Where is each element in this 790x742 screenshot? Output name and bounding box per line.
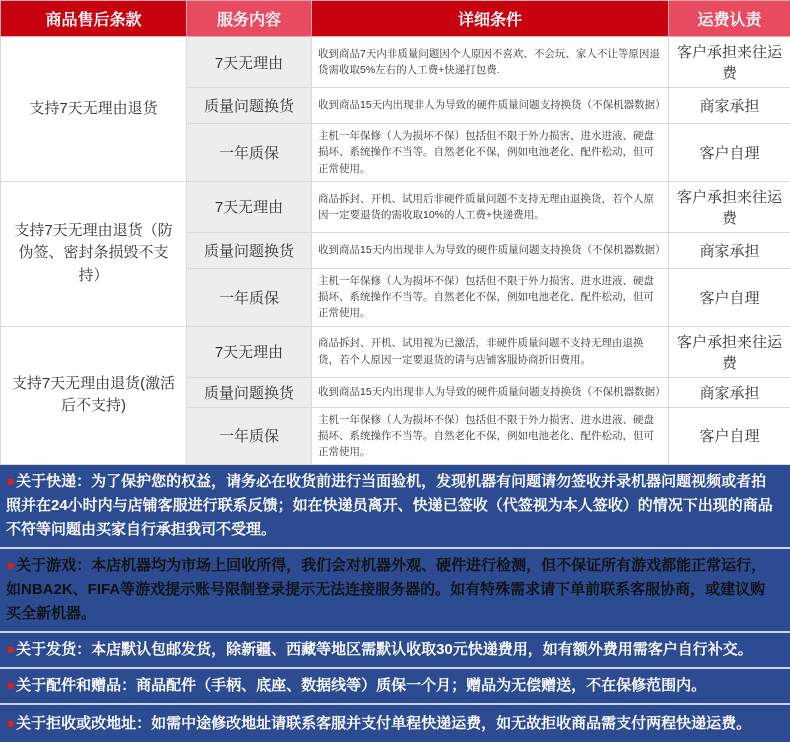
notice-text bbox=[6, 638, 753, 662]
notice-title: 关于游戏： bbox=[16, 557, 91, 574]
freight-cell: 客户自理 bbox=[669, 124, 790, 182]
freight-cell: 商家承担 bbox=[669, 377, 790, 407]
notice-title: 关于拒收或改地址： bbox=[16, 715, 151, 732]
detail-cell: 主机一年保修（人为损坏不保）包括但不限于外力损害、进水进液、硬盘损坏、系统操作不当等。自然老化不保，例如电池老化、配件松动，但可正常使用。 bbox=[312, 124, 669, 182]
detail-cell: 商品拆封、开机、试用后非硬件质量问题不支持无理由退换货，若个人原因一定要退货的需收取10%的人工费+快递费用。 bbox=[312, 181, 669, 232]
notice-text bbox=[6, 674, 706, 698]
bullet-icon: ● bbox=[6, 641, 15, 658]
detail-cell: 收到商品15天内出现非人为导致的硬件质量问题支持换货（不保机器数据） bbox=[312, 232, 669, 268]
notice-title: 关于快递： bbox=[16, 473, 91, 490]
notice-body: 本店机器均为市场上回收所得，我们会对机器外观、硬件进行检测，但不保证所有游戏都能正常运行，如NBA2K、FIFA等游戏提示账号限制登录提示无法连接服务器的。如有特殊需求请下单前联系客服协商，或建议购买全新机器。 bbox=[6, 557, 766, 622]
freight-cell: 商家承担 bbox=[669, 232, 790, 268]
bullet-icon: ● bbox=[6, 715, 15, 732]
bullet-icon: ● bbox=[6, 473, 15, 490]
notice-text bbox=[6, 712, 751, 736]
header-freight: 运费认责 bbox=[669, 1, 790, 37]
service-cell: 一年质保 bbox=[187, 268, 312, 326]
service-cell: 7天无理由 bbox=[187, 326, 312, 377]
policy-cell-group1: 支持7天无理由退货 bbox=[1, 37, 187, 182]
notice-accessories bbox=[0, 667, 790, 703]
header-policy: 商品售后条款 bbox=[1, 1, 187, 37]
freight-cell: 客户承担来往运费 bbox=[669, 181, 790, 232]
notice-shipping-inspection bbox=[0, 465, 790, 547]
notice-body: 为了保护您的权益，请务必在收货前进行当面验机，发现机器有问题请勿签收并录机器问题视频或者拍照并在24小时内与店铺客服进行联系反馈；如在快递员离开、快递已签收（代签视为本人签收）的情况下出现的商品不符等问题由买家自行承担我司不受理。 bbox=[6, 473, 773, 538]
notice-text bbox=[6, 554, 780, 626]
freight-cell: 客户自理 bbox=[669, 268, 790, 326]
detail-cell: 主机一年保修（人为损坏不保）包括但不限于外力损害、进水进液、硬盘损坏、系统操作不当等。自然老化不保，例如电池老化、配件松动，但可正常使用。 bbox=[312, 268, 669, 326]
service-cell: 一年质保 bbox=[187, 407, 312, 465]
service-cell: 7天无理由 bbox=[187, 37, 312, 88]
notice-refusal-address bbox=[0, 703, 790, 742]
policy-cell-group2: 支持7天无理由退货（防伪签、密封条损毁不支持） bbox=[1, 181, 187, 326]
service-cell: 质量问题换货 bbox=[187, 232, 312, 268]
table-row bbox=[1, 37, 790, 88]
notice-delivery bbox=[0, 631, 790, 667]
policy-cell-group3: 支持7天无理由退货(激活后不支持) bbox=[1, 326, 187, 465]
service-cell: 质量问题换货 bbox=[187, 88, 312, 124]
notice-body: 本店默认包邮发货，除新疆、西藏等地区需默认收取30元快递费用，如有额外费用需客户自行补交。 bbox=[91, 641, 753, 658]
detail-cell: 商品拆封、开机、试用视为已激活，非硬件质量问题不支持无理由退换货，若个人原因一定要退货的请与店铺客服协商折旧费用。 bbox=[312, 326, 669, 377]
table-row bbox=[1, 326, 790, 377]
bullet-icon: ● bbox=[6, 677, 15, 694]
service-cell: 一年质保 bbox=[187, 124, 312, 182]
notice-title: 关于发货： bbox=[16, 641, 91, 658]
notice-body: 如需中途修改地址请联系客服并支付单程快递运费，如无故拒收商品需支付两程快递运费。 bbox=[151, 715, 751, 732]
notice-games bbox=[0, 547, 790, 631]
freight-cell: 客户自理 bbox=[669, 407, 790, 465]
freight-cell: 客户承担来往运费 bbox=[669, 37, 790, 88]
service-cell: 7天无理由 bbox=[187, 181, 312, 232]
notice-title: 关于配件和赠品： bbox=[16, 677, 136, 694]
table-header-row bbox=[1, 1, 790, 37]
table-row bbox=[1, 181, 790, 232]
detail-cell: 收到商品15天内出现非人为导致的硬件质量问题支持换货（不保机器数据） bbox=[312, 88, 669, 124]
header-detail: 详细条件 bbox=[312, 1, 669, 37]
detail-cell: 主机一年保修（人为损坏不保）包括但不限于外力损害、进水进液、硬盘损坏、系统操作不当等。自然老化不保，例如电池老化、配件松动，但可正常使用。 bbox=[312, 407, 669, 465]
notice-panel bbox=[0, 465, 790, 742]
notice-body: 商品配件（手柄、底座、数据线等）质保一个月；赠品为无偿赠送，不在保修范围内。 bbox=[136, 677, 706, 694]
notice-text bbox=[6, 470, 780, 542]
detail-cell: 收到商品15天内出现非人为导致的硬件质量问题支持换货（不保机器数据） bbox=[312, 377, 669, 407]
freight-cell: 商家承担 bbox=[669, 88, 790, 124]
service-cell: 质量问题换货 bbox=[187, 377, 312, 407]
bullet-icon: ● bbox=[6, 557, 15, 574]
header-service: 服务内容 bbox=[187, 1, 312, 37]
detail-cell: 收到商品7天内非质量问题因个人原因不喜欢、不会玩、家人不让等原因退货需收取5%左右的人工费+快递打包费. bbox=[312, 37, 669, 88]
freight-cell: 客户承担来往运费 bbox=[669, 326, 790, 377]
